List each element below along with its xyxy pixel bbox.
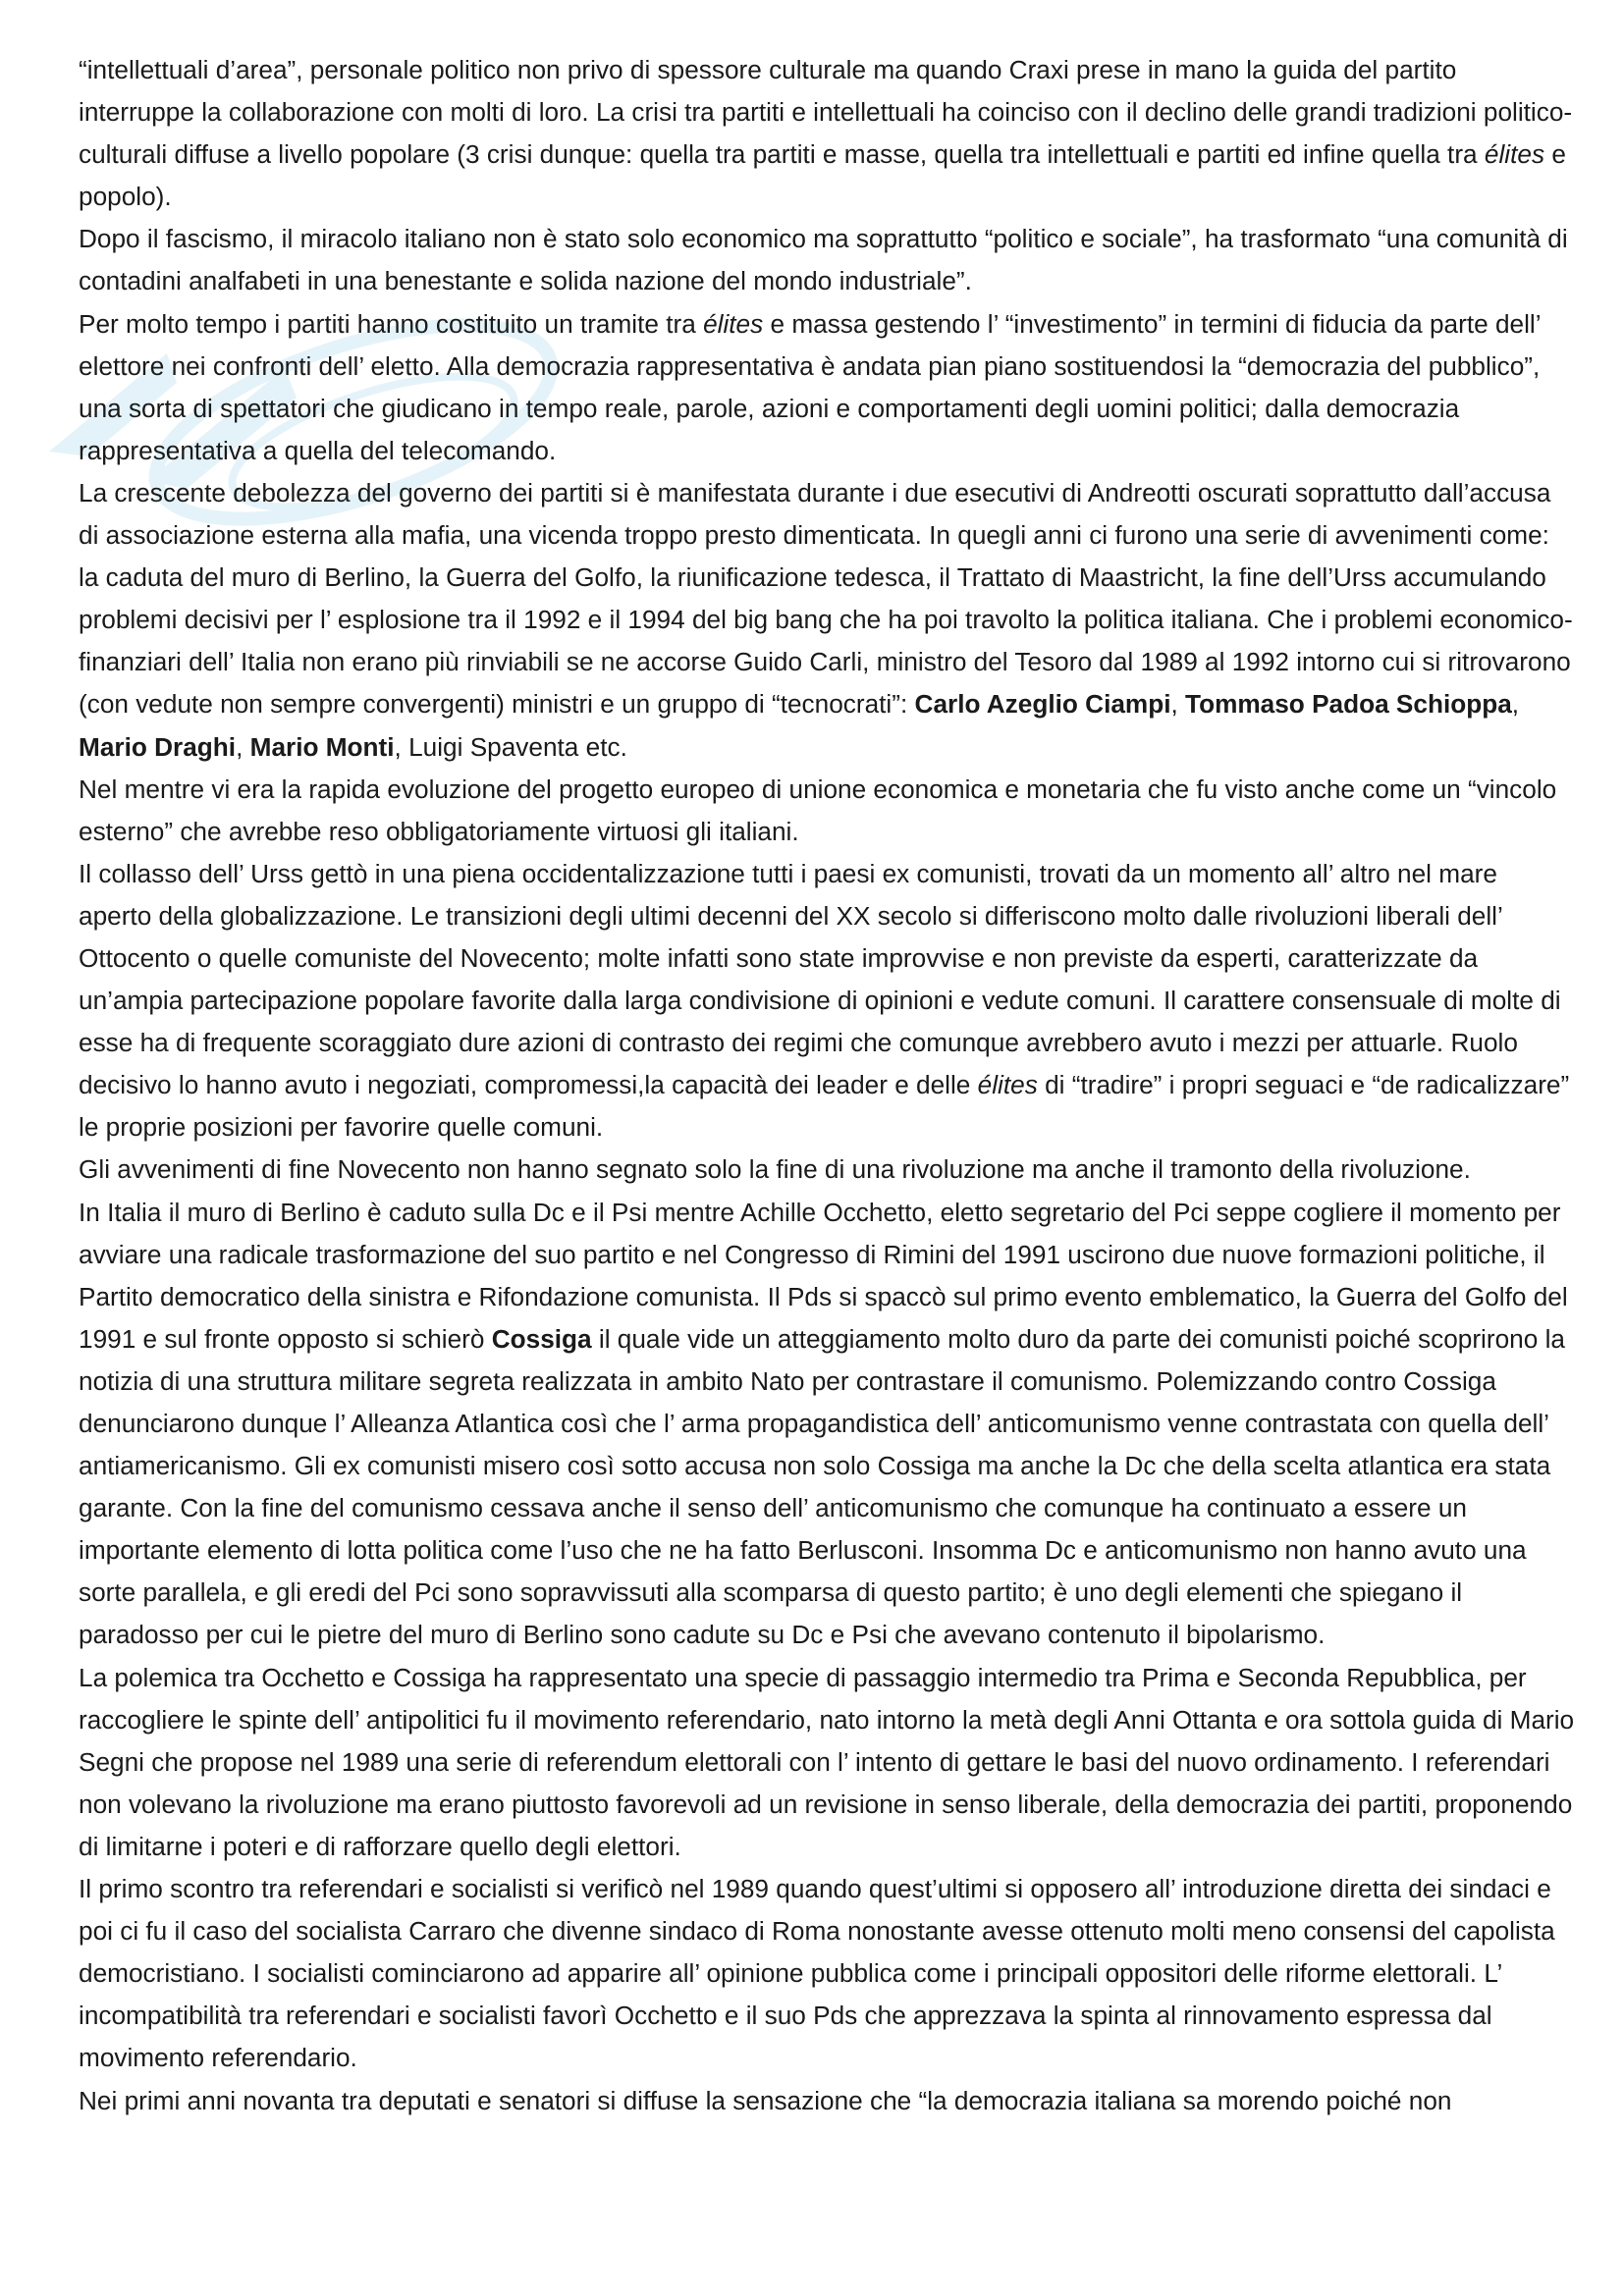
paragraph [79,1192,1576,1657]
paragraph [79,2080,1576,2122]
bold-name: Mario Monti [249,731,395,762]
paragraph [79,218,1576,302]
paragraph [79,472,1576,769]
text-run: , [1170,689,1186,720]
text-run: , [236,731,250,762]
text-run: Dopo il fascismo, il miracolo italiano non è stato solo economico ma soprattutto “politico e sociale”, ha trasformato “una comunità di contadini analfabeti in una benestante e solida nazione del mondo industriale”. [79,224,1568,296]
paragraph [79,1657,1576,1868]
text-run: Nel mentre vi era la rapida evoluzione del progetto europeo di unione economica e monetaria che fu visto anche come un “vincolo esterno” che avrebbe reso obbligatoriamente virtuosi gli italiani. [79,774,1557,846]
paragraph [79,303,1576,472]
text-run: di “tradire” i propri seguaci e “de radicalizzare” le proprie posizioni per favorire quelle comuni. [79,1070,1570,1143]
italic-term: élites [703,308,764,339]
paragraph [79,853,1576,1149]
text-run: La crescente debolezza del governo dei partiti si è manifestata durante i due esecutivi di Andreotti oscurati soprattutto dall’accusa di associazione esterna alla mafia, una vicenda troppo presto dimenticata. In quegli anni ci furono una serie di avvenimenti come: la caduta del muro di Berlino, la Guerra del Golfo, la riunificazione tedesca, il Trattato di Maastricht, la fine dell’Urss accumulando problemi decisivi per l’ esplosione tra il 1992 e il 1994 del big bang che ha poi travolto la politica italiana. Che i problemi economico-finanziari dell’ Italia non erano più rinviabili se ne accorse Guido Carli, ministro del Tesoro dal 1989 al 1992 intorno cui si ritrovarono (con vedute non sempre convergenti) ministri e un gruppo di “tecnocrati”: [79,477,1573,720]
paragraph [79,1148,1576,1191]
text-run: e massa gestendo l’ “investimento” in termini di fiducia da parte dell’ elettore nei confronti dell’ eletto. Alla democrazia rappresentativa è andata pian piano sostituendosi la “democrazia del pubblico”, una sorta di spettatori che giudicano in tempo reale, parole, azioni e comportamenti degli uomini politici; dalla democrazia rappresentativa a quella del telecomando. [79,308,1541,465]
text-run: , Luigi Spaventa etc. [394,731,627,762]
text-run: Il primo scontro tra referendari e socialisti si verificò nel 1989 quando quest’ultimi si opposero all’ introduzione diretta dei sindaci e poi ci fu il caso del socialista Carraro che divenne sindaco di Roma nonostante avesse ottenuto molti meno consensi del capolista democristiano. I socialisti cominciarono ad apparire all’ opinione pubblica come i principali oppositori delle riforme elettorali. L’ incompatibilità tra referendari e socialisti favorì Occhetto e il suo Pds che apprezzava la spinta al rinnovamento espressa dal movimento referendario. [79,1874,1555,2073]
italic-term: élites [1484,139,1545,170]
paragraph [79,769,1576,853]
paragraph [79,1868,1576,2079]
text-run: La polemica tra Occhetto e Cossiga ha rappresentato una specie di passaggio intermedio tra Prima e Seconda Repubblica, per raccogliere le spinte dell’ antipolitici fu il movimento referendario, nato intorno la metà degli Anni Ottanta e ora sottola guida di Mario Segni che propose nel 1989 una serie di referendum elettorali con l’ intento di gettare le basi del nuovo ordinamento. I referendari non volevano la rivoluzione ma erano piuttosto favorevoli ad un revisione in senso liberale, della democrazia dei partiti, proponendo di limitarne i poteri e di rafforzare quello degli elettori. [79,1662,1575,1861]
text-run: e popolo). [79,139,1566,212]
bold-name: Cossiga [491,1323,592,1354]
text-run: In Italia il muro di Berlino è caduto sulla Dc e il Psi mentre Achille Occhetto, eletto segretario del Pci seppe cogliere il momento per avviare una radicale trasformazione del suo partito e nel Congresso di Rimini del 1991 uscirono due nuove formazioni politiche, il Partito democratico della sinistra e Rifondazione comunista. Il Pds si spaccò sul primo evento emblematico, la Guerra del Golfo del 1991 e sul fronte opposto si schierò [79,1197,1568,1354]
text-run: “intellettuali d’area”, personale politico non privo di spessore culturale ma quando Craxi prese in mano la guida del partito interruppe la collaborazione con molti di loro. La crisi tra partiti e intellettuali ha coinciso con il declino delle grandi tradizioni politico-culturali diffuse a livello popolare (3 crisi dunque: quella tra partiti e masse, quella tra intellettuali e partiti ed infine quella tra [79,55,1573,170]
text-run: Gli avvenimenti di fine Novecento non hanno segnato solo la fine di una rivoluzione ma anche il tramonto della rivoluzione. [79,1154,1471,1185]
italic-term: élites [977,1070,1038,1100]
text-run: Nei primi anni novanta tra deputati e senatori si diffuse la sensazione che “la democrazia italiana sa morendo poiché non [79,2085,1452,2115]
text-run: , [1511,689,1520,720]
text-run: Per molto tempo i partiti hanno costituito un tramite tra [79,308,704,339]
paragraph [79,49,1576,218]
bold-name: Carlo Azeglio Ciampi [914,689,1171,720]
bold-name: Tommaso Padoa Schioppa [1185,689,1512,720]
text-run: il quale vide un atteggiamento molto duro da parte dei comunisti poiché scoprirono la notizia di una struttura militare segreta realizzata in ambito Nato per contrastare il comunismo. Polemizzando contro Cossiga denunciarono dunque l’ Alleanza Atlantica così che l’ arma propagandistica dell’ anticomunismo venne contrastata con quella dell’ antiamericanismo. Gli ex comunisti misero così sotto accusa non solo Cossiga ma anche la Dc che della scelta atlantica era stata garante. Con la fine del comunismo cessava anche il senso dell’ anticomunismo che comunque ha continuato a essere un importante elemento di lotta politica come l’uso che ne ha fatto Berlusconi. Insomma Dc e anticomunismo non hanno avuto una sorte parallela, e gli eredi del Pci sono sopravvissuti alla scomparsa di questo partito; è uno degli elementi che spiegano il paradosso per cui le pietre del muro di Berlino sono cadute su Dc e Psi che avevano contenuto il bipolarismo. [79,1323,1565,1650]
document-body [79,49,1576,2122]
text-run: Il collasso dell’ Urss gettò in una piena occidentalizzazione tutti i paesi ex comunisti, trovati da un momento all’ altro nel mare aperto della globalizzazione. Le transizioni degli ultimi decenni del XX secolo si differiscono molto dalle rivoluzioni liberali dell’ Ottocento o quelle comuniste del Novecento; molte infatti sono state improvvise e non previste da esperti, caratterizzate da un’ampia partecipazione popolare favorite dalla larga condivisione di opinioni e vedute comuni. Il carattere consensuale di molte di esse ha di frequente scoraggiato dure azioni di contrasto dei regimi che comunque avrebbero avuto i mezzi per attuarle. Ruolo decisivo lo hanno avuto i negoziati, compromessi,la capacità dei leader e delle [79,858,1561,1100]
bold-name: Mario Draghi [79,731,237,762]
